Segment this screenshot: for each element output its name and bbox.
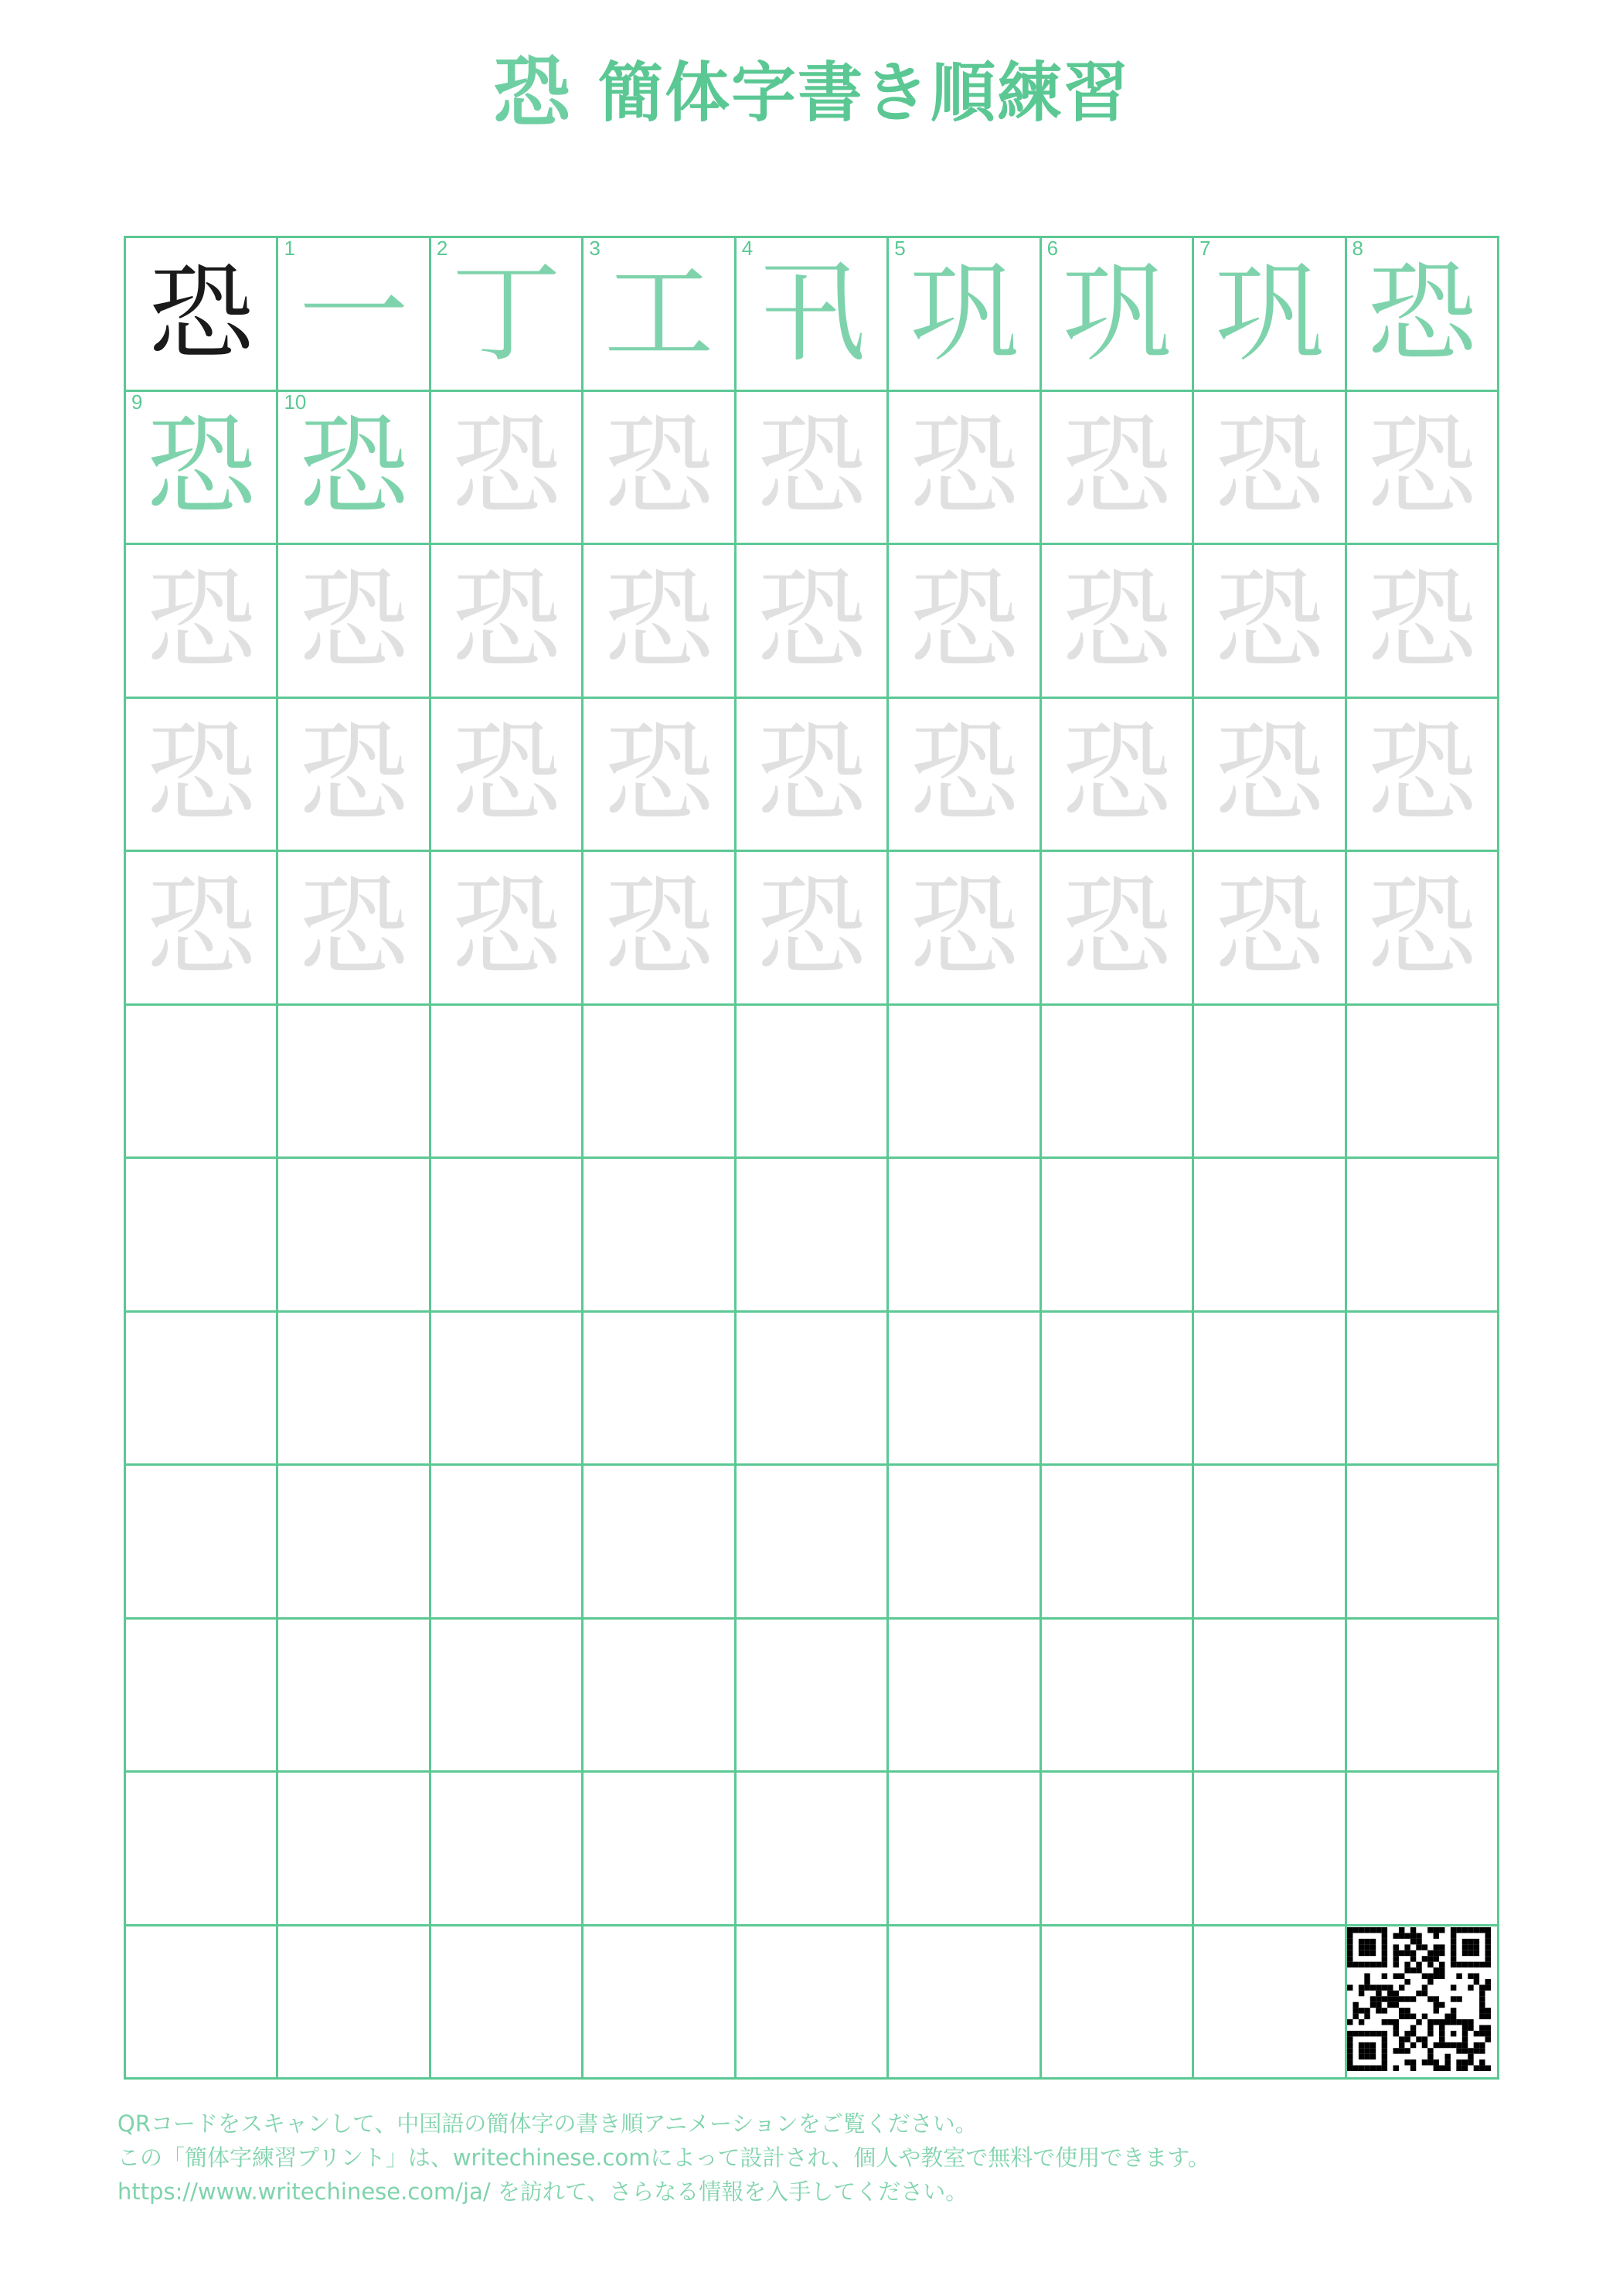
blank-practice-cell[interactable] <box>126 1926 278 2080</box>
stroke-step-cell[interactable] <box>278 392 430 546</box>
blank-practice-cell[interactable] <box>584 1313 736 1467</box>
blank-practice-cell[interactable] <box>1194 1313 1346 1467</box>
blank-practice-cell[interactable] <box>1194 1159 1346 1313</box>
stroke-step-glyph: 工 <box>604 249 714 377</box>
page-header <box>0 47 1623 138</box>
blank-practice-cell[interactable] <box>1194 1620 1346 1773</box>
stroke-step-cell[interactable] <box>889 238 1041 392</box>
blank-practice-cell[interactable] <box>1042 1926 1194 2080</box>
stroke-step-glyph: 巩 <box>1214 249 1325 377</box>
blank-practice-cell[interactable] <box>889 1620 1041 1773</box>
blank-practice-cell[interactable] <box>584 1620 736 1773</box>
blank-practice-cell[interactable] <box>889 1006 1041 1160</box>
blank-practice-cell[interactable] <box>737 1006 889 1160</box>
stroke-step-glyph: 恐 <box>146 403 257 531</box>
trace-cell[interactable] <box>584 392 736 546</box>
header-character: 恐 <box>492 47 570 138</box>
blank-practice-cell[interactable] <box>737 1773 889 1926</box>
stroke-step-glyph: 巩 <box>1061 249 1172 377</box>
trace-character: 恐 <box>1366 403 1477 531</box>
blank-practice-cell[interactable] <box>278 1159 430 1313</box>
blank-practice-cell[interactable] <box>1042 1620 1194 1773</box>
stroke-number: 2 <box>436 238 448 260</box>
trace-cell[interactable] <box>1194 852 1346 1006</box>
trace-character: 恐 <box>1214 403 1325 531</box>
trace-cell[interactable] <box>1194 545 1346 699</box>
blank-practice-cell[interactable] <box>431 1006 584 1160</box>
blank-practice-cell[interactable] <box>278 1620 430 1773</box>
footer-notes <box>117 2107 1509 2209</box>
trace-character: 恐 <box>1366 863 1477 991</box>
trace-character: 恐 <box>1061 556 1172 684</box>
model-character-cell[interactable] <box>126 238 278 392</box>
trace-character: 恐 <box>451 403 562 531</box>
page-title: 簡体字書き順練習 <box>597 55 1130 131</box>
trace-cell[interactable] <box>584 545 736 699</box>
blank-practice-cell[interactable] <box>1194 1466 1346 1620</box>
trace-character: 恐 <box>909 710 1019 838</box>
trace-character: 恐 <box>909 556 1019 684</box>
stroke-number: 3 <box>589 238 601 260</box>
blank-practice-cell[interactable] <box>431 1313 584 1467</box>
blank-practice-cell[interactable] <box>431 1620 584 1773</box>
trace-character: 恐 <box>451 710 562 838</box>
trace-cell[interactable] <box>431 545 584 699</box>
trace-character: 恐 <box>298 556 409 684</box>
stroke-number: 6 <box>1046 238 1059 260</box>
stroke-step-cell[interactable] <box>431 238 584 392</box>
trace-cell[interactable] <box>278 699 430 853</box>
trace-character: 恐 <box>756 710 866 838</box>
trace-character: 恐 <box>604 403 714 531</box>
blank-practice-cell[interactable] <box>889 1466 1041 1620</box>
trace-cell[interactable] <box>1042 392 1194 546</box>
blank-practice-cell[interactable] <box>1347 1466 1499 1620</box>
blank-practice-cell[interactable] <box>278 1926 430 2080</box>
stroke-number: 5 <box>894 238 906 260</box>
trace-character: 恐 <box>604 710 714 838</box>
stroke-step-cell[interactable] <box>126 392 278 546</box>
model-character: 恐 <box>148 252 254 375</box>
blank-practice-cell[interactable] <box>1194 1773 1346 1926</box>
trace-cell[interactable] <box>737 852 889 1006</box>
trace-cell[interactable] <box>1347 699 1499 853</box>
blank-practice-cell[interactable] <box>1347 1773 1499 1926</box>
blank-practice-cell[interactable] <box>278 1773 430 1926</box>
trace-cell[interactable] <box>889 699 1041 853</box>
trace-cell[interactable] <box>1042 699 1194 853</box>
trace-cell[interactable] <box>126 852 278 1006</box>
trace-cell[interactable] <box>1347 852 1499 1006</box>
blank-practice-cell[interactable] <box>278 1466 430 1620</box>
stroke-step-cell[interactable] <box>1042 238 1194 392</box>
stroke-step-glyph: 卂 <box>756 249 866 377</box>
trace-character: 恐 <box>1214 863 1325 991</box>
blank-practice-cell[interactable] <box>431 1466 584 1620</box>
trace-cell[interactable] <box>584 699 736 853</box>
trace-character: 恐 <box>1214 556 1325 684</box>
trace-character: 恐 <box>1061 710 1172 838</box>
blank-practice-cell[interactable] <box>737 1159 889 1313</box>
blank-practice-cell[interactable] <box>278 1313 430 1467</box>
trace-cell[interactable] <box>737 699 889 853</box>
trace-character: 恐 <box>146 710 257 838</box>
blank-practice-cell[interactable] <box>1042 1006 1194 1160</box>
trace-character: 恐 <box>1366 710 1477 838</box>
trace-character: 恐 <box>298 710 409 838</box>
stroke-step-cell[interactable] <box>584 238 736 392</box>
trace-character: 恐 <box>298 863 409 991</box>
trace-cell[interactable] <box>1042 545 1194 699</box>
trace-character: 恐 <box>1061 403 1172 531</box>
trace-character: 恐 <box>451 556 562 684</box>
trace-cell[interactable] <box>431 699 584 853</box>
blank-practice-cell[interactable] <box>1042 1466 1194 1620</box>
blank-practice-cell[interactable] <box>431 1926 584 2080</box>
trace-character: 恐 <box>1366 556 1477 684</box>
stroke-step-glyph: 一 <box>298 249 409 377</box>
blank-practice-cell[interactable] <box>126 1313 278 1467</box>
blank-practice-cell[interactable] <box>1042 1773 1194 1926</box>
stroke-number: 1 <box>284 238 295 260</box>
stroke-step-glyph: 恐 <box>298 403 409 531</box>
blank-practice-cell[interactable] <box>1347 1006 1499 1160</box>
blank-practice-cell[interactable] <box>889 1159 1041 1313</box>
blank-practice-cell[interactable] <box>126 1006 278 1160</box>
blank-practice-cell[interactable] <box>126 1773 278 1926</box>
blank-practice-cell[interactable] <box>737 1926 889 2080</box>
practice-grid <box>124 236 1499 2080</box>
stroke-number: 8 <box>1352 238 1364 260</box>
trace-cell[interactable] <box>1194 392 1346 546</box>
trace-cell[interactable] <box>278 852 430 1006</box>
stroke-step-glyph: 巩 <box>909 249 1019 377</box>
trace-cell[interactable] <box>1194 699 1346 853</box>
blank-practice-cell[interactable] <box>431 1773 584 1926</box>
blank-practice-cell[interactable] <box>126 1159 278 1313</box>
stroke-step-glyph: 恐 <box>1366 249 1477 377</box>
stroke-step-cell[interactable] <box>1194 238 1346 392</box>
blank-practice-cell[interactable] <box>889 1313 1041 1467</box>
trace-cell[interactable] <box>278 545 430 699</box>
trace-cell[interactable] <box>1042 852 1194 1006</box>
trace-character: 恐 <box>604 556 714 684</box>
blank-practice-cell[interactable] <box>1042 1313 1194 1467</box>
trace-character: 恐 <box>756 556 866 684</box>
trace-cell[interactable] <box>126 545 278 699</box>
stroke-number: 7 <box>1199 238 1211 260</box>
stroke-step-cell[interactable] <box>737 238 889 392</box>
trace-character: 恐 <box>604 863 714 991</box>
blank-practice-cell[interactable] <box>1042 1159 1194 1313</box>
trace-character: 恐 <box>1061 863 1172 991</box>
blank-practice-cell[interactable] <box>126 1620 278 1773</box>
trace-cell[interactable] <box>889 852 1041 1006</box>
blank-practice-cell[interactable] <box>431 1159 584 1313</box>
blank-practice-cell[interactable] <box>584 1006 736 1160</box>
trace-character: 恐 <box>756 403 866 531</box>
blank-practice-cell[interactable] <box>584 1159 736 1313</box>
blank-practice-cell[interactable] <box>889 1773 1041 1926</box>
blank-practice-cell[interactable] <box>1347 1159 1499 1313</box>
blank-practice-cell[interactable] <box>1347 1926 1499 2080</box>
blank-practice-cell[interactable] <box>584 1773 736 1926</box>
trace-cell[interactable] <box>126 699 278 853</box>
trace-cell[interactable] <box>737 392 889 546</box>
trace-cell[interactable] <box>889 392 1041 546</box>
blank-practice-cell[interactable] <box>1347 1620 1499 1773</box>
blank-practice-cell[interactable] <box>1347 1313 1499 1467</box>
stroke-number: 4 <box>741 238 754 260</box>
stroke-number: 9 <box>131 391 143 414</box>
blank-practice-cell[interactable] <box>584 1466 736 1620</box>
trace-character: 恐 <box>146 863 257 991</box>
blank-practice-cell[interactable] <box>278 1006 430 1160</box>
trace-character: 恐 <box>909 863 1019 991</box>
blank-practice-cell[interactable] <box>737 1313 889 1467</box>
blank-practice-cell[interactable] <box>737 1620 889 1773</box>
blank-practice-cell[interactable] <box>126 1466 278 1620</box>
blank-practice-cell[interactable] <box>737 1466 889 1620</box>
blank-practice-cell[interactable] <box>1194 1006 1346 1160</box>
qr-code[interactable] <box>1347 1927 1491 2071</box>
trace-cell[interactable] <box>1347 392 1499 546</box>
trace-character: 恐 <box>1214 710 1325 838</box>
trace-cell[interactable] <box>737 545 889 699</box>
trace-cell[interactable] <box>584 852 736 1006</box>
footer-line-1: QRコードをスキャンして、中国語の簡体字の書き順アニメーションをご覧ください。 <box>117 2110 978 2137</box>
trace-character: 恐 <box>146 556 257 684</box>
trace-cell[interactable] <box>889 545 1041 699</box>
footer-line-3: https://www.writechinese.com/ja/ を訪れて、さらなる情報を入手してください。 <box>117 2178 968 2206</box>
trace-cell[interactable] <box>431 852 584 1006</box>
blank-practice-cell[interactable] <box>584 1926 736 2080</box>
blank-practice-cell[interactable] <box>889 1926 1041 2080</box>
trace-cell[interactable] <box>431 392 584 546</box>
stroke-step-cell[interactable] <box>1347 238 1499 392</box>
stroke-step-cell[interactable] <box>278 238 430 392</box>
trace-cell[interactable] <box>1347 545 1499 699</box>
trace-character: 恐 <box>451 863 562 991</box>
footer-line-2: この「簡体字練習プリント」は、writechinese.comによって設計され、個人や教室で無料で使用できます。 <box>117 2144 1210 2172</box>
blank-practice-cell[interactable] <box>1194 1926 1346 2080</box>
trace-character: 恐 <box>909 403 1019 531</box>
stroke-number: 10 <box>284 391 307 414</box>
stroke-step-glyph: 丁 <box>451 249 562 377</box>
trace-character: 恐 <box>756 863 866 991</box>
